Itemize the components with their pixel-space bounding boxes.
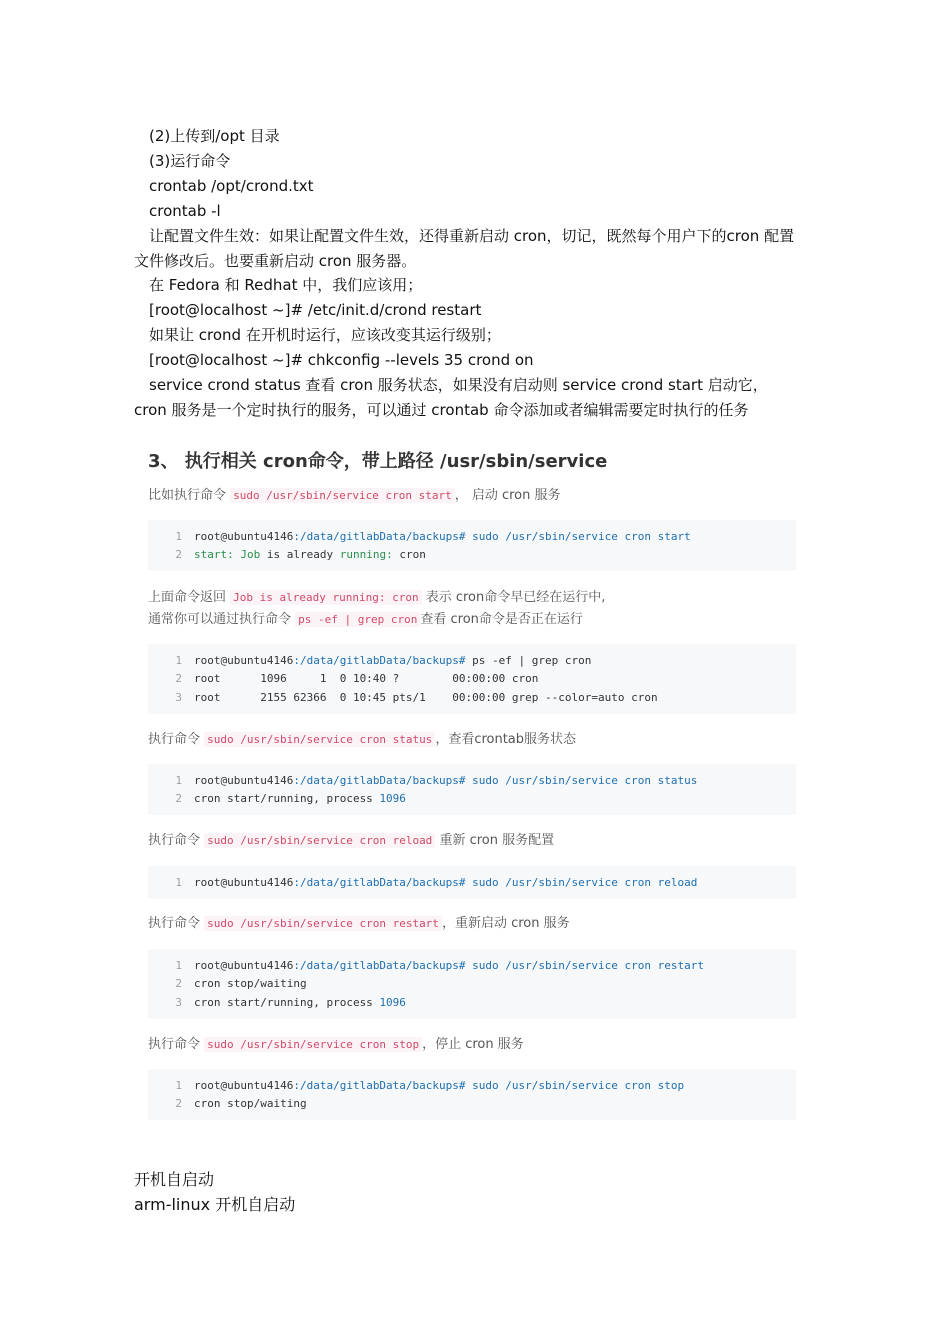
- prompt-path: :/data/gitlabData/backups#: [293, 529, 466, 543]
- output-text: cron stop/waiting: [194, 1097, 307, 1111]
- code-line: [148, 651, 796, 670]
- intro-line-fedora: 在 Fedora 和 Redhat 中，我们应该用；: [149, 276, 423, 294]
- prompt-path: :/data/gitlabData/backups#: [293, 773, 466, 787]
- intro-line-crontab-list: crontab -l: [149, 202, 221, 220]
- sec2-desc-post: 查看 cron命令是否正在运行: [420, 612, 583, 627]
- sec4-inline-code: sudo /usr/sbin/service cron reload: [204, 833, 435, 848]
- sec1-description: [148, 485, 560, 507]
- sec2-description-a: [148, 587, 605, 609]
- intro-line-upload: (2)上传到/opt 目录: [149, 127, 280, 145]
- prompt-path: :/data/gitlabData/backups#: [293, 958, 466, 972]
- code-line: [148, 975, 796, 994]
- sec1-inline-code: sudo /usr/sbin/service cron start: [230, 488, 455, 503]
- prompt-path: :/data/gitlabData/backups#: [293, 1078, 466, 1092]
- code-line: [148, 873, 796, 892]
- intro-line-chkconfig-cmd: [root@localhost ~]# chkconfig --levels 35 crond on: [149, 351, 534, 369]
- code-line: [148, 1076, 796, 1095]
- code-line: [148, 993, 796, 1012]
- prompt-path: :/data/gitlabData/backups#: [293, 875, 466, 889]
- line-number: 2: [175, 548, 182, 562]
- output-token: cron: [392, 548, 426, 562]
- sec2-desc-pre: 上面命令返回: [148, 590, 231, 605]
- sec3-desc-post: ，查看crontab服务状态: [435, 732, 577, 747]
- sec1-code-block: [148, 520, 796, 571]
- line-number: 2: [175, 672, 182, 686]
- sec3-description: [148, 729, 576, 751]
- code-command: sudo /usr/sbin/service cron status: [465, 773, 698, 787]
- prompt-user: root@ubuntu4146: [194, 1078, 294, 1092]
- prompt-path: :/data/gitlabData/backups#: [293, 653, 466, 667]
- line-number: 1: [175, 958, 182, 972]
- sec6-inline-code: sudo /usr/sbin/service cron stop: [204, 1037, 422, 1052]
- code-line: [148, 546, 796, 565]
- intro-line-crontab-file: crontab /opt/crond.txt: [149, 177, 314, 195]
- sec5-desc-pre: 执行命令: [148, 916, 205, 931]
- code-line: [148, 956, 796, 975]
- output-token: running:: [339, 548, 393, 562]
- sec4-desc-post: 重新 cron 服务配置: [435, 833, 555, 848]
- sec2-code-block: [148, 644, 796, 714]
- prompt-user: root@ubuntu4146: [194, 875, 294, 889]
- code-command: sudo /usr/sbin/service cron stop: [465, 1078, 685, 1092]
- line-number: 1: [175, 653, 182, 667]
- footer-subheading: arm-linux 开机自启动: [134, 1195, 296, 1214]
- sec5-description: [148, 913, 570, 935]
- output-text: cron start/running, process: [194, 792, 380, 806]
- code-line: [148, 688, 796, 707]
- prompt-user: root@ubuntu4146: [194, 958, 294, 972]
- prompt-user: root@ubuntu4146: [194, 653, 294, 667]
- line-number: 3: [175, 995, 182, 1009]
- sec6-code-block: [148, 1069, 796, 1120]
- sec2-description-b: [148, 609, 583, 631]
- output-number: 1096: [379, 792, 406, 806]
- line-number: 2: [175, 792, 182, 806]
- intro-para-config: 让配置文件生效：如果让配置文件生效，还得重新启动 cron，切记，既然每个用户下的cron 配置文件修改后。也要重新启动 cron 服务器。: [134, 227, 795, 270]
- prompt-user: root@ubuntu4146: [194, 773, 294, 787]
- line-number: 1: [175, 1078, 182, 1092]
- code-command: ps -ef | grep cron: [465, 653, 592, 667]
- sec2-desc-post: 表示 cron命令早已经在运行中,: [421, 590, 606, 605]
- sec5-code-block: [148, 949, 796, 1019]
- sec3-code-block: [148, 764, 796, 815]
- section-heading: 3、 执行相关 cron命令，带上路径 /usr/sbin/service: [148, 451, 608, 472]
- code-command: sudo /usr/sbin/service cron start: [465, 529, 691, 543]
- intro-line-restart-cmd: [root@localhost ~]# /etc/init.d/crond restart: [149, 301, 482, 319]
- code-command: sudo /usr/sbin/service cron reload: [465, 875, 698, 889]
- code-line: [148, 670, 796, 689]
- output-text: cron start/running, process: [194, 995, 380, 1009]
- line-number: 2: [175, 1097, 182, 1111]
- output-token: is already: [260, 548, 340, 562]
- sec6-desc-post: ，停止 cron 服务: [422, 1037, 524, 1052]
- sec4-desc-pre: 执行命令: [148, 833, 205, 848]
- intro-line-boot: 如果让 crond 在开机时运行，应该改变其运行级别；: [149, 326, 501, 344]
- sec4-description: [148, 830, 554, 852]
- sec3-desc-pre: 执行命令: [148, 732, 205, 747]
- line-number: 2: [175, 977, 182, 991]
- code-command: sudo /usr/sbin/service cron restart: [465, 958, 704, 972]
- line-number: 1: [175, 529, 182, 543]
- line-number: 1: [175, 773, 182, 787]
- sec2-desc-pre: 通常你可以通过执行命令: [148, 612, 296, 627]
- sec5-desc-post: ，重新启动 cron 服务: [441, 916, 570, 931]
- prompt-user: root@ubuntu4146: [194, 529, 294, 543]
- code-line: [148, 771, 796, 790]
- code-line: [148, 1095, 796, 1114]
- footer-heading: 开机自启动: [134, 1170, 215, 1189]
- intro-line-run: (3)运行命令: [149, 152, 231, 170]
- sec6-description: [148, 1034, 524, 1056]
- output-text: root 1096 1 0 10:40 ? 00:00:00 cron: [194, 672, 539, 686]
- sec2-inline-code: Job is already running: cron: [230, 590, 421, 605]
- sec4-code-block: [148, 866, 796, 899]
- sec2-inline-code: ps -ef | grep cron: [295, 612, 420, 627]
- sec1-desc-post: ， 启动 cron 服务: [454, 488, 561, 503]
- output-token: start: Job: [194, 548, 261, 562]
- line-number: 3: [175, 690, 182, 704]
- output-text: root 2155 62366 0 10:45 pts/1 00:00:00 grep --color=auto cron: [194, 690, 658, 704]
- sec5-inline-code: sudo /usr/sbin/service cron restart: [204, 916, 442, 931]
- code-line: [148, 790, 796, 809]
- output-text: cron stop/waiting: [194, 977, 307, 991]
- code-line: [148, 527, 796, 546]
- line-number: 1: [175, 875, 182, 889]
- intro-para-status: service crond status 查看 cron 服务状态，如果没有启动则 service crond start 启动它，cron 服务是一个定时执行的服务，可以通过 crontab 命令添加或者编辑需要定时执行的任务: [134, 376, 768, 419]
- output-number: 1096: [379, 995, 406, 1009]
- sec3-inline-code: sudo /usr/sbin/service cron status: [204, 732, 435, 747]
- sec6-desc-pre: 执行命令: [148, 1037, 205, 1052]
- sec1-desc-pre: 比如执行命令: [148, 488, 231, 503]
